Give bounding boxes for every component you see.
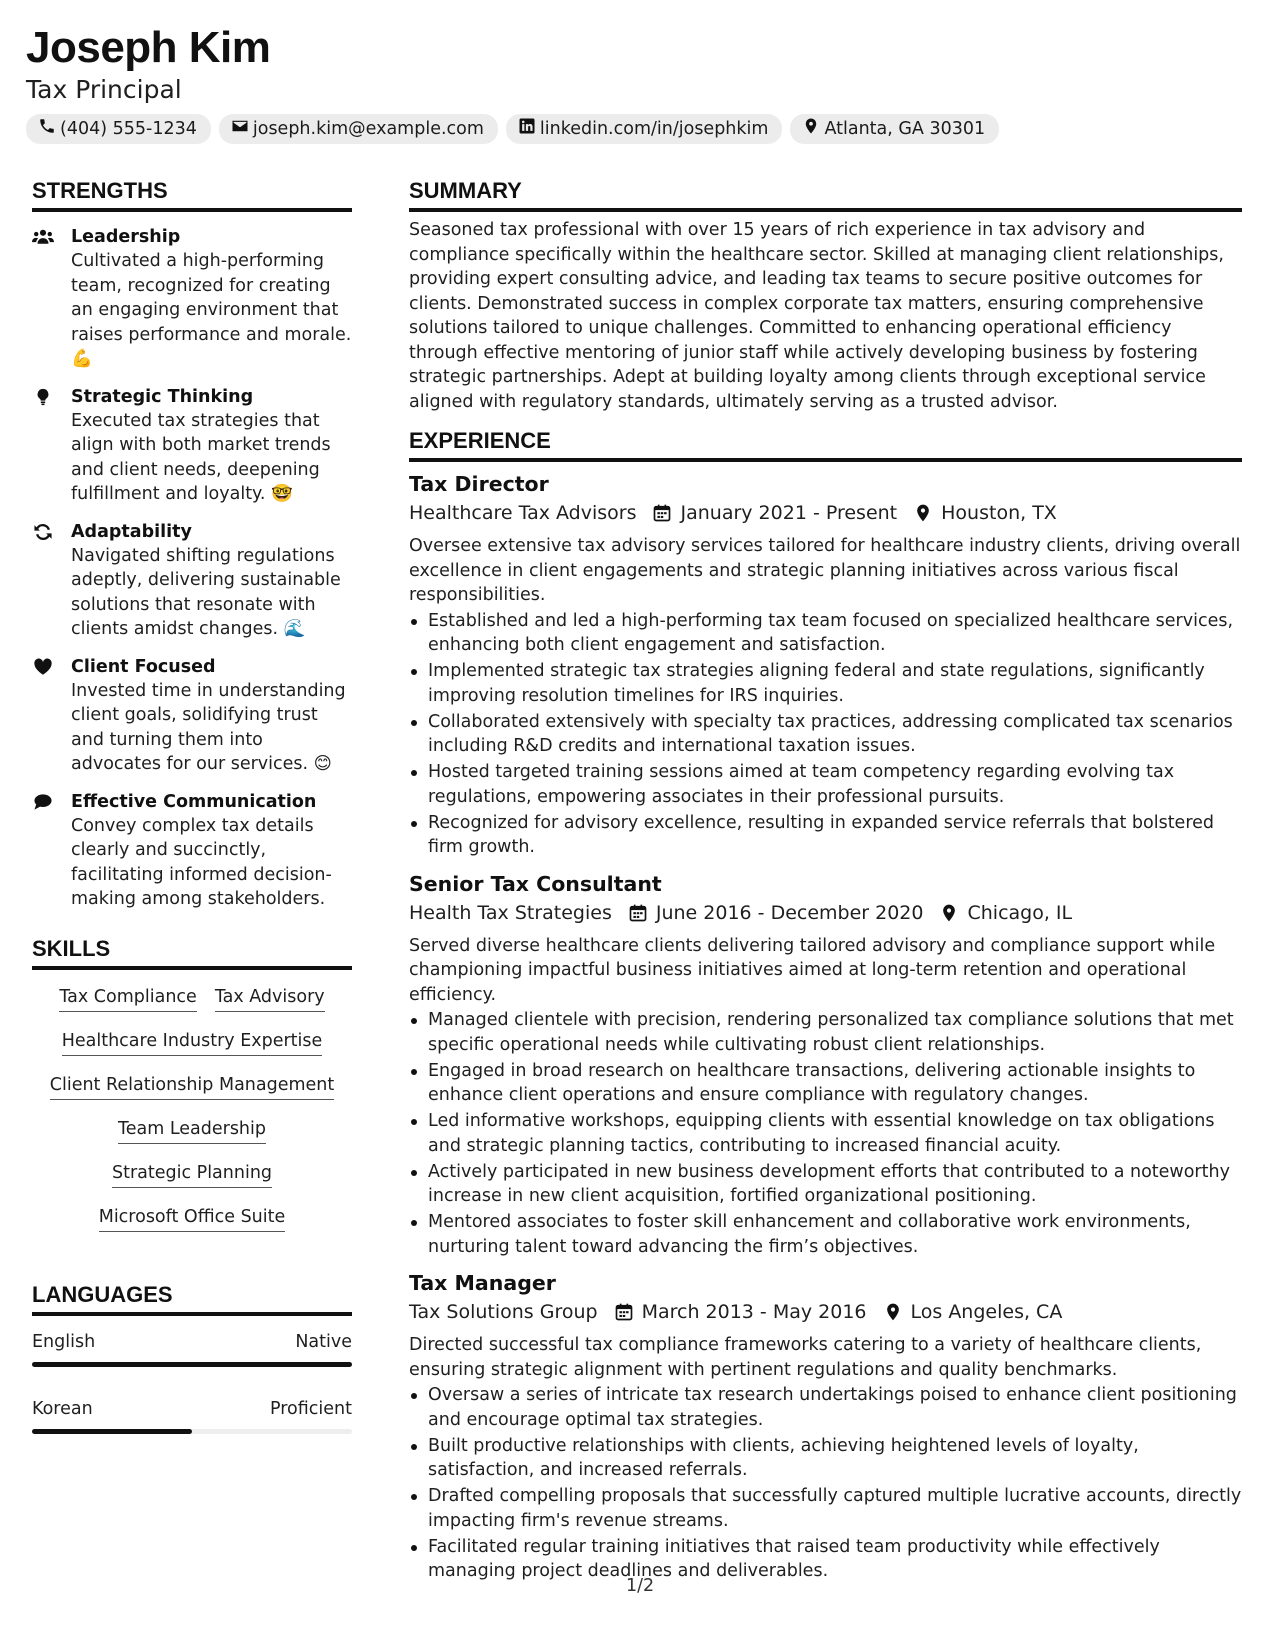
strength-item bbox=[32, 225, 352, 372]
job-location: Houston, TX bbox=[941, 502, 1057, 524]
language-level: Proficient bbox=[270, 1398, 352, 1419]
contact-location bbox=[790, 114, 999, 144]
proficiency-bar bbox=[32, 1362, 352, 1367]
job-bullet: Built productive relationships with clients, achieving heightened levels of loyalty, satisfaction, and increased referrals. bbox=[409, 1434, 1242, 1483]
language-name: English bbox=[32, 1331, 96, 1352]
proficiency-fill bbox=[32, 1429, 192, 1434]
job-entry bbox=[409, 1269, 1242, 1584]
job-bullets bbox=[409, 1383, 1242, 1584]
languages-heading: LANGUAGES bbox=[32, 1280, 352, 1316]
phone-icon bbox=[38, 117, 56, 141]
job-bullet: Oversaw a series of intricate tax research undertakings poised to enhance client positioning and encourage optimal tax strategies. bbox=[409, 1383, 1242, 1432]
job-description: Directed successful tax compliance frameworks catering to a variety of healthcare clients, ensuring strategic alignment with pertinent regulations and quality benchmarks. bbox=[409, 1335, 1202, 1380]
job-location: Chicago, IL bbox=[967, 901, 1073, 924]
strength-desc: Convey complex tax details clearly and succinctly, facilitating informed decision-making among stakeholders. bbox=[71, 815, 332, 909]
job-entry bbox=[409, 870, 1242, 1260]
map-pin-icon bbox=[802, 117, 820, 141]
strength-item bbox=[32, 385, 352, 507]
job-title: Tax Director bbox=[409, 472, 549, 496]
map-pin-icon bbox=[883, 1302, 903, 1322]
strength-desc: Executed tax strategies that align with both market trends and client needs, deepening fulfillment and loyalty. 🤓 bbox=[71, 410, 331, 504]
job-bullet: Actively participated in new business development efforts that contributed to a noteworthy increase in new client acquisition, fortified organizational positioning. bbox=[409, 1160, 1242, 1209]
job-bullet: Facilitated regular training initiatives that raised team productivity while effectively managing project deadlines and deliverables. bbox=[409, 1535, 1242, 1584]
contact-email[interactable] bbox=[219, 114, 498, 144]
job-meta bbox=[409, 1298, 1242, 1326]
job-bullet: Drafted compelling proposals that successfully captured multiple lucrative accounts, directly impacting firm's revenue streams. bbox=[409, 1484, 1242, 1533]
strength-title: Adaptability bbox=[71, 521, 192, 542]
heart-icon bbox=[32, 658, 56, 678]
contact-linkedin[interactable] bbox=[506, 114, 783, 144]
job-bullet: Collaborated extensively with specialty tax practices, addressing complicated tax scenarios including R&D credits and international taxation issues. bbox=[409, 710, 1242, 759]
job-company: Healthcare Tax Advisors bbox=[409, 502, 637, 524]
sync-icon bbox=[32, 523, 56, 543]
job-list bbox=[409, 470, 1242, 1584]
strength-item bbox=[32, 790, 352, 912]
job-bullet: Managed clientele with precision, rendering personalized tax compliance solutions that met specific operational needs while cultivating robust client relationships. bbox=[409, 1008, 1242, 1057]
job-location: Los Angeles, CA bbox=[910, 1301, 1063, 1323]
strength-desc: Navigated shifting regulations adeptly, delivering sustainable solutions that resonate with clients amidst changes. 🌊 bbox=[71, 545, 341, 639]
strength-item bbox=[32, 655, 352, 777]
experience-heading: EXPERIENCE bbox=[409, 426, 1242, 462]
job-company: Health Tax Strategies bbox=[409, 901, 612, 924]
contact-bar bbox=[26, 114, 1246, 144]
language-name: Korean bbox=[32, 1398, 93, 1419]
skill-tag: Team Leadership bbox=[118, 1118, 266, 1144]
strength-title: Strategic Thinking bbox=[71, 386, 254, 407]
skill-tag: Strategic Planning bbox=[112, 1162, 272, 1188]
job-meta bbox=[409, 499, 1242, 527]
language-level: Native bbox=[295, 1331, 352, 1352]
map-pin-icon bbox=[913, 503, 933, 523]
skill-tag: Microsoft Office Suite bbox=[99, 1206, 286, 1232]
job-company: Tax Solutions Group bbox=[409, 1301, 598, 1323]
candidate-title: Tax Principal bbox=[26, 75, 182, 104]
skill-tag: Client Relationship Management bbox=[50, 1074, 335, 1100]
language-item bbox=[32, 1330, 352, 1354]
strength-title: Leadership bbox=[71, 227, 181, 247]
resume-header bbox=[26, 22, 1246, 144]
proficiency-bar bbox=[32, 1429, 352, 1434]
job-dates: March 2013 - May 2016 bbox=[641, 1301, 867, 1323]
envelope-icon bbox=[231, 117, 249, 141]
job-bullet: Hosted targeted training sessions aimed at team competency regarding evolving tax regulations, empowering associates in their professional pursuits. bbox=[409, 760, 1242, 809]
right-column bbox=[409, 176, 1242, 1585]
strength-title: Client Focused bbox=[71, 656, 216, 677]
job-bullet: Engaged in broad research on healthcare transactions, delivering actionable insights to enhance client operations and ensure compliance with regulatory changes. bbox=[409, 1059, 1242, 1108]
job-dates: June 2016 - December 2020 bbox=[655, 901, 924, 924]
job-bullet: Mentored associates to foster skill enhancement and collaborative work environments, nurturing talent toward advancing the firm’s objectives. bbox=[409, 1210, 1242, 1259]
job-description: Served diverse healthcare clients delivering tailored advisory and compliance support while championing impactful business initiatives aimed at long-term retention and operational efficiency. bbox=[409, 935, 1216, 1005]
job-bullet: Established and led a high-performing tax team focused on specialized healthcare services, enhancing both client engagement and satisfaction. bbox=[409, 609, 1242, 658]
language-item bbox=[32, 1397, 352, 1421]
job-title: Tax Manager bbox=[409, 1271, 556, 1295]
lightbulb-icon bbox=[32, 388, 56, 408]
page-number: 1/2 bbox=[626, 1576, 655, 1596]
summary-heading: SUMMARY bbox=[409, 176, 1242, 212]
phone-text: (404) 555-1234 bbox=[60, 119, 197, 139]
job-dates: January 2021 - Present bbox=[680, 502, 898, 524]
job-bullet: Implemented strategic tax strategies aligning federal and state regulations, significantly improving resolution timelines for IRS inquiries. bbox=[409, 659, 1242, 708]
location-text: Atlanta, GA 30301 bbox=[824, 119, 986, 139]
calendar-icon bbox=[652, 503, 672, 523]
proficiency-fill bbox=[32, 1362, 352, 1367]
skill-tag: Tax Compliance bbox=[59, 986, 196, 1012]
job-meta bbox=[409, 899, 1242, 927]
strength-desc: Cultivated a high-performing team, recognized for creating an engaging environment that raises performance and morale. 💪 bbox=[71, 251, 352, 369]
candidate-name: Joseph Kim bbox=[26, 23, 271, 72]
skills-list bbox=[32, 986, 352, 1232]
job-title: Senior Tax Consultant bbox=[409, 871, 662, 896]
left-column bbox=[32, 176, 352, 1464]
linkedin-text: linkedin.com/in/josephkim bbox=[539, 119, 769, 139]
job-bullet: Led informative workshops, equipping clients with essential knowledge on tax obligations and strategic planning tactics, contributing to increased financial acuity. bbox=[409, 1109, 1242, 1158]
users-icon bbox=[32, 228, 56, 248]
email-text: joseph.kim@example.com bbox=[252, 119, 484, 139]
map-pin-icon bbox=[939, 903, 959, 923]
strength-desc: Invested time in understanding client goals, solidifying trust and turning them into advocates for our services. 😊 bbox=[71, 680, 346, 774]
contact-phone bbox=[26, 114, 211, 144]
calendar-icon bbox=[614, 1302, 634, 1322]
strengths-heading: STRENGTHS bbox=[32, 176, 352, 212]
linkedin-icon bbox=[518, 117, 536, 141]
job-description: Oversee extensive tax advisory services tailored for healthcare industry clients, driving overall excellence in client engagements and strategic planning initiatives across various fiscal responsibilities. bbox=[409, 536, 1241, 605]
job-bullets bbox=[409, 1008, 1242, 1259]
calendar-icon bbox=[628, 903, 648, 923]
strength-item bbox=[32, 520, 352, 642]
language-list bbox=[32, 1330, 352, 1434]
job-entry bbox=[409, 470, 1242, 860]
strength-title: Effective Communication bbox=[71, 791, 317, 812]
summary-text: Seasoned tax professional with over 15 years of rich experience in tax advisory and compliance specifically within the healthcare sector. Skilled at managing client relationships, providing expert consulting advice, and leading tax teams to secure positive outcomes for clients. Demonstrated success in complex corporate tax matters, ensuring comprehensive solutions tailored to unique challenges. Committed to enhancing operational efficiency through effective mentoring of junior staff while actively developing business by fostering strategic partnerships. Adept at building loyalty among clients through exceptional service aligned with regulatory standards, ultimately serving as a trusted advisor. bbox=[409, 220, 1224, 412]
skill-tag: Tax Advisory bbox=[215, 986, 325, 1012]
skills-heading: SKILLS bbox=[32, 934, 352, 970]
speech-bubble-icon bbox=[32, 793, 56, 813]
skill-tag: Healthcare Industry Expertise bbox=[62, 1030, 323, 1056]
job-bullet: Recognized for advisory excellence, resulting in expanded service referrals that bolstered firm growth. bbox=[409, 811, 1242, 860]
job-bullets bbox=[409, 609, 1242, 860]
